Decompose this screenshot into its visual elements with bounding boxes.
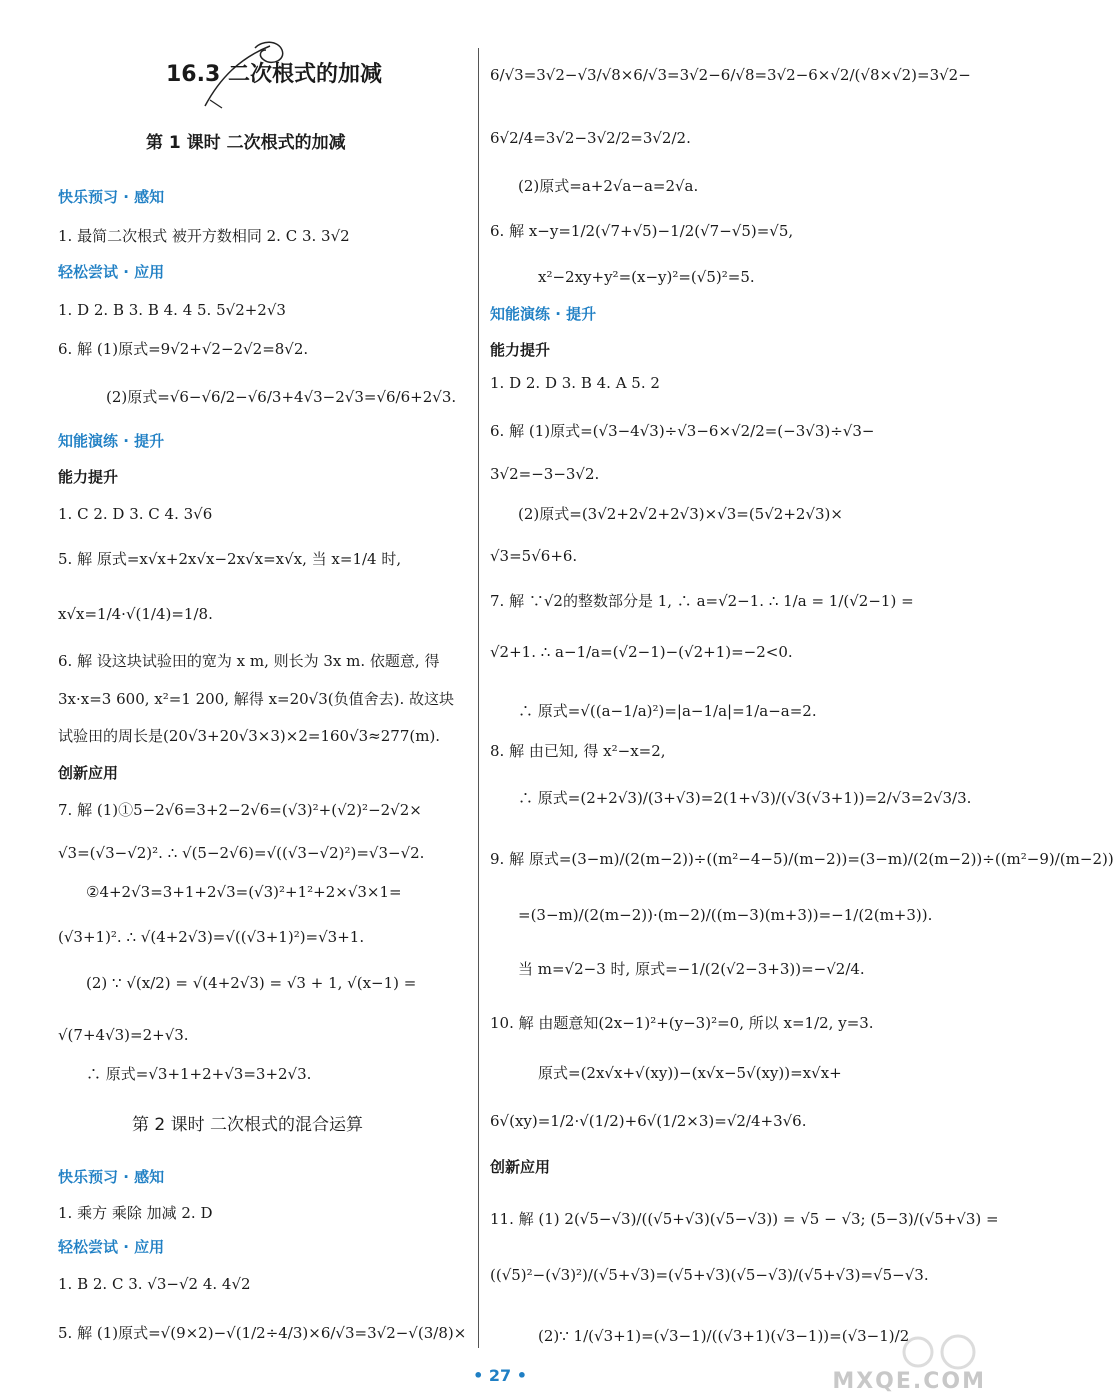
answer-line: 6/√3=3√2−√3/√8×6/√3=3√2−6/√8=3√2−6×√2/(√8×√2)=3√2− bbox=[490, 66, 971, 84]
section-label: 知能演练 · 提升 bbox=[490, 305, 597, 323]
answer-line: 原式=(2x√x+√(xy))−(x√x−5√(xy))=x√x+ bbox=[538, 1064, 842, 1082]
answer-line: 9. 解 原式=(3−m)/(2(m−2))÷((m²−4−5)/(m−2))=(3−m)/(2(m−2))÷((m²−9)/(m−2)) bbox=[490, 850, 1114, 868]
answer-line: 当 m=√2−3 时, 原式=−1/(2(√2−3+3))=−√2/4. bbox=[518, 960, 865, 978]
answer-line: 1. 乘方 乘除 加减 2. D bbox=[58, 1204, 213, 1222]
answer-line: 1. D 2. D 3. B 4. A 5. 2 bbox=[490, 374, 660, 392]
page-number: • 27 • bbox=[473, 1366, 527, 1385]
answer-line: 5. 解 原式=x√x+2x√x−2x√x=x√x, 当 x=1/4 时, bbox=[58, 550, 402, 568]
answer-line: x²−2xy+y²=(x−y)²=(√5)²=5. bbox=[538, 268, 755, 286]
answer-line: 1. D 2. B 3. B 4. 4 5. 5√2+2√3 bbox=[58, 301, 286, 319]
subsection-label: 能力提升 bbox=[490, 341, 551, 359]
answer-line: ∴ 原式=(2+2√3)/(3+√3)=2(1+√3)/(√3(√3+1))=2/√3=2√3/3. bbox=[518, 789, 972, 807]
answer-line: 7. 解 (1)①5−2√6=3+2−2√6=(√3)²+(√2)²−2√2× bbox=[58, 801, 422, 819]
watermark-text: MXQE.COM bbox=[832, 1369, 986, 1394]
answer-line: (2) ∵ √(x/2) = √(4+2√3) = √3 + 1, √(x−1) = bbox=[86, 974, 417, 992]
answer-line: 3√2=−3−3√2. bbox=[490, 465, 600, 483]
answer-line: ②4+2√3=3+1+2√3=(√3)²+1²+2×√3×1= bbox=[86, 883, 402, 901]
answer-line: √3=(√3−√2)². ∴ √(5−2√6)=√((√3−√2)²)=√3−√2. bbox=[58, 844, 425, 862]
answer-line: 5. 解 (1)原式=√(9×2)−√(1/2÷4/3)×6/√3=3√2−√(3/8)× bbox=[58, 1324, 467, 1342]
answer-line: 6. 解 (1)原式=(√3−4√3)÷√3−6×√2/2=(−3√3)÷√3− bbox=[490, 422, 875, 440]
column-divider bbox=[478, 48, 479, 1348]
section-label: 轻松尝试 · 应用 bbox=[58, 263, 165, 281]
answer-line: 7. 解 ∵√2的整数部分是 1, ∴ a=√2−1. ∴ 1/a = 1/(√2−1) = bbox=[490, 592, 914, 610]
answer-line: ((√5)²−(√3)²)/(√5+√3)=(√5+√3)(√5−√3)/(√5+√3)=√5−√3. bbox=[490, 1266, 929, 1284]
answer-line: 试验田的周长是(20√3+20√3×3)×2=160√3≈277(m). bbox=[58, 727, 441, 745]
lesson1-title: 第 1 课时 二次根式的加减 bbox=[146, 133, 346, 153]
section-label: 轻松尝试 · 应用 bbox=[58, 1238, 165, 1256]
lesson2-title: 第 2 课时 二次根式的混合运算 bbox=[132, 1115, 364, 1135]
answer-line: 1. B 2. C 3. √3−√2 4. 4√2 bbox=[58, 1275, 251, 1293]
section-label: 快乐预习 · 感知 bbox=[58, 1168, 165, 1186]
answer-line: 6. 解 设这块试验田的宽为 x m, 则长为 3x m. 依题意, 得 bbox=[58, 652, 440, 670]
answer-line: =(3−m)/(2(m−2))·(m−2)/((m−3)(m+3))=−1/(2(m+3)). bbox=[518, 906, 933, 924]
answer-line: 6√(xy)=1/2·√(1/2)+6√(1/2×3)=√2/4+3√6. bbox=[490, 1112, 807, 1130]
answer-line: 10. 解 由题意知(2x−1)²+(y−3)²=0, 所以 x=1/2, y=3. bbox=[490, 1014, 874, 1032]
answer-line: (√3+1)². ∴ √(4+2√3)=√((√3+1)²)=√3+1. bbox=[58, 928, 365, 946]
answer-line: (2)∵ 1/(√3+1)=(√3−1)/((√3+1)(√3−1))=(√3−1)/2 bbox=[538, 1327, 910, 1345]
answer-line: √3=5√6+6. bbox=[490, 547, 578, 565]
answer-line: 6. 解 (1)原式=9√2+√2−2√2=8√2. bbox=[58, 340, 309, 358]
chapter-title: 16.3 二次根式的加减 bbox=[166, 62, 382, 87]
right-column bbox=[490, 0, 1114, 1398]
answer-line: (2)原式=(3√2+2√2+2√3)×√3=(5√2+2√3)× bbox=[518, 505, 843, 523]
answer-line: √2+1. ∴ a−1/a=(√2−1)−(√2+1)=−2<0. bbox=[490, 643, 793, 661]
answer-line: 6. 解 x−y=1/2(√7+√5)−1/2(√7−√5)=√5, bbox=[490, 222, 794, 240]
answer-line: 1. 最简二次根式 被开方数相同 2. C 3. 3√2 bbox=[58, 227, 350, 245]
answer-line: 11. 解 (1) 2(√5−√3)/((√5+√3)(√5−√3)) = √5 − √3; (5−3)/(√5+√3) = bbox=[490, 1210, 999, 1228]
answer-line: 8. 解 由已知, 得 x²−x=2, bbox=[490, 742, 666, 760]
answer-line: 6√2/4=3√2−3√2/2=3√2/2. bbox=[490, 129, 691, 147]
subsection-label: 创新应用 bbox=[490, 1158, 551, 1176]
answer-line: ∴ 原式=√((a−1/a)²)=|a−1/a|=1/a−a=2. bbox=[518, 702, 817, 720]
answer-line: 1. C 2. D 3. C 4. 3√6 bbox=[58, 505, 213, 523]
answer-line: x√x=1/4·√(1/4)=1/8. bbox=[58, 605, 213, 623]
left-column bbox=[58, 0, 468, 1398]
answer-line: 3x·x=3 600, x²=1 200, 解得 x=20√3(负值舍去). 故这块 bbox=[58, 690, 455, 708]
subsection-label: 能力提升 bbox=[58, 468, 119, 486]
section-label: 快乐预习 · 感知 bbox=[58, 188, 165, 206]
answer-line: ∴ 原式=√3+1+2+√3=3+2√3. bbox=[86, 1065, 312, 1083]
answer-line: (2)原式=a+2√a−a=2√a. bbox=[518, 177, 699, 195]
subsection-label: 创新应用 bbox=[58, 764, 119, 782]
section-label: 知能演练 · 提升 bbox=[58, 432, 165, 450]
answer-line: √(7+4√3)=2+√3. bbox=[58, 1026, 189, 1044]
answer-line: (2)原式=√6−√6/2−√6/3+4√3−2√3=√6/6+2√3. bbox=[106, 388, 457, 406]
